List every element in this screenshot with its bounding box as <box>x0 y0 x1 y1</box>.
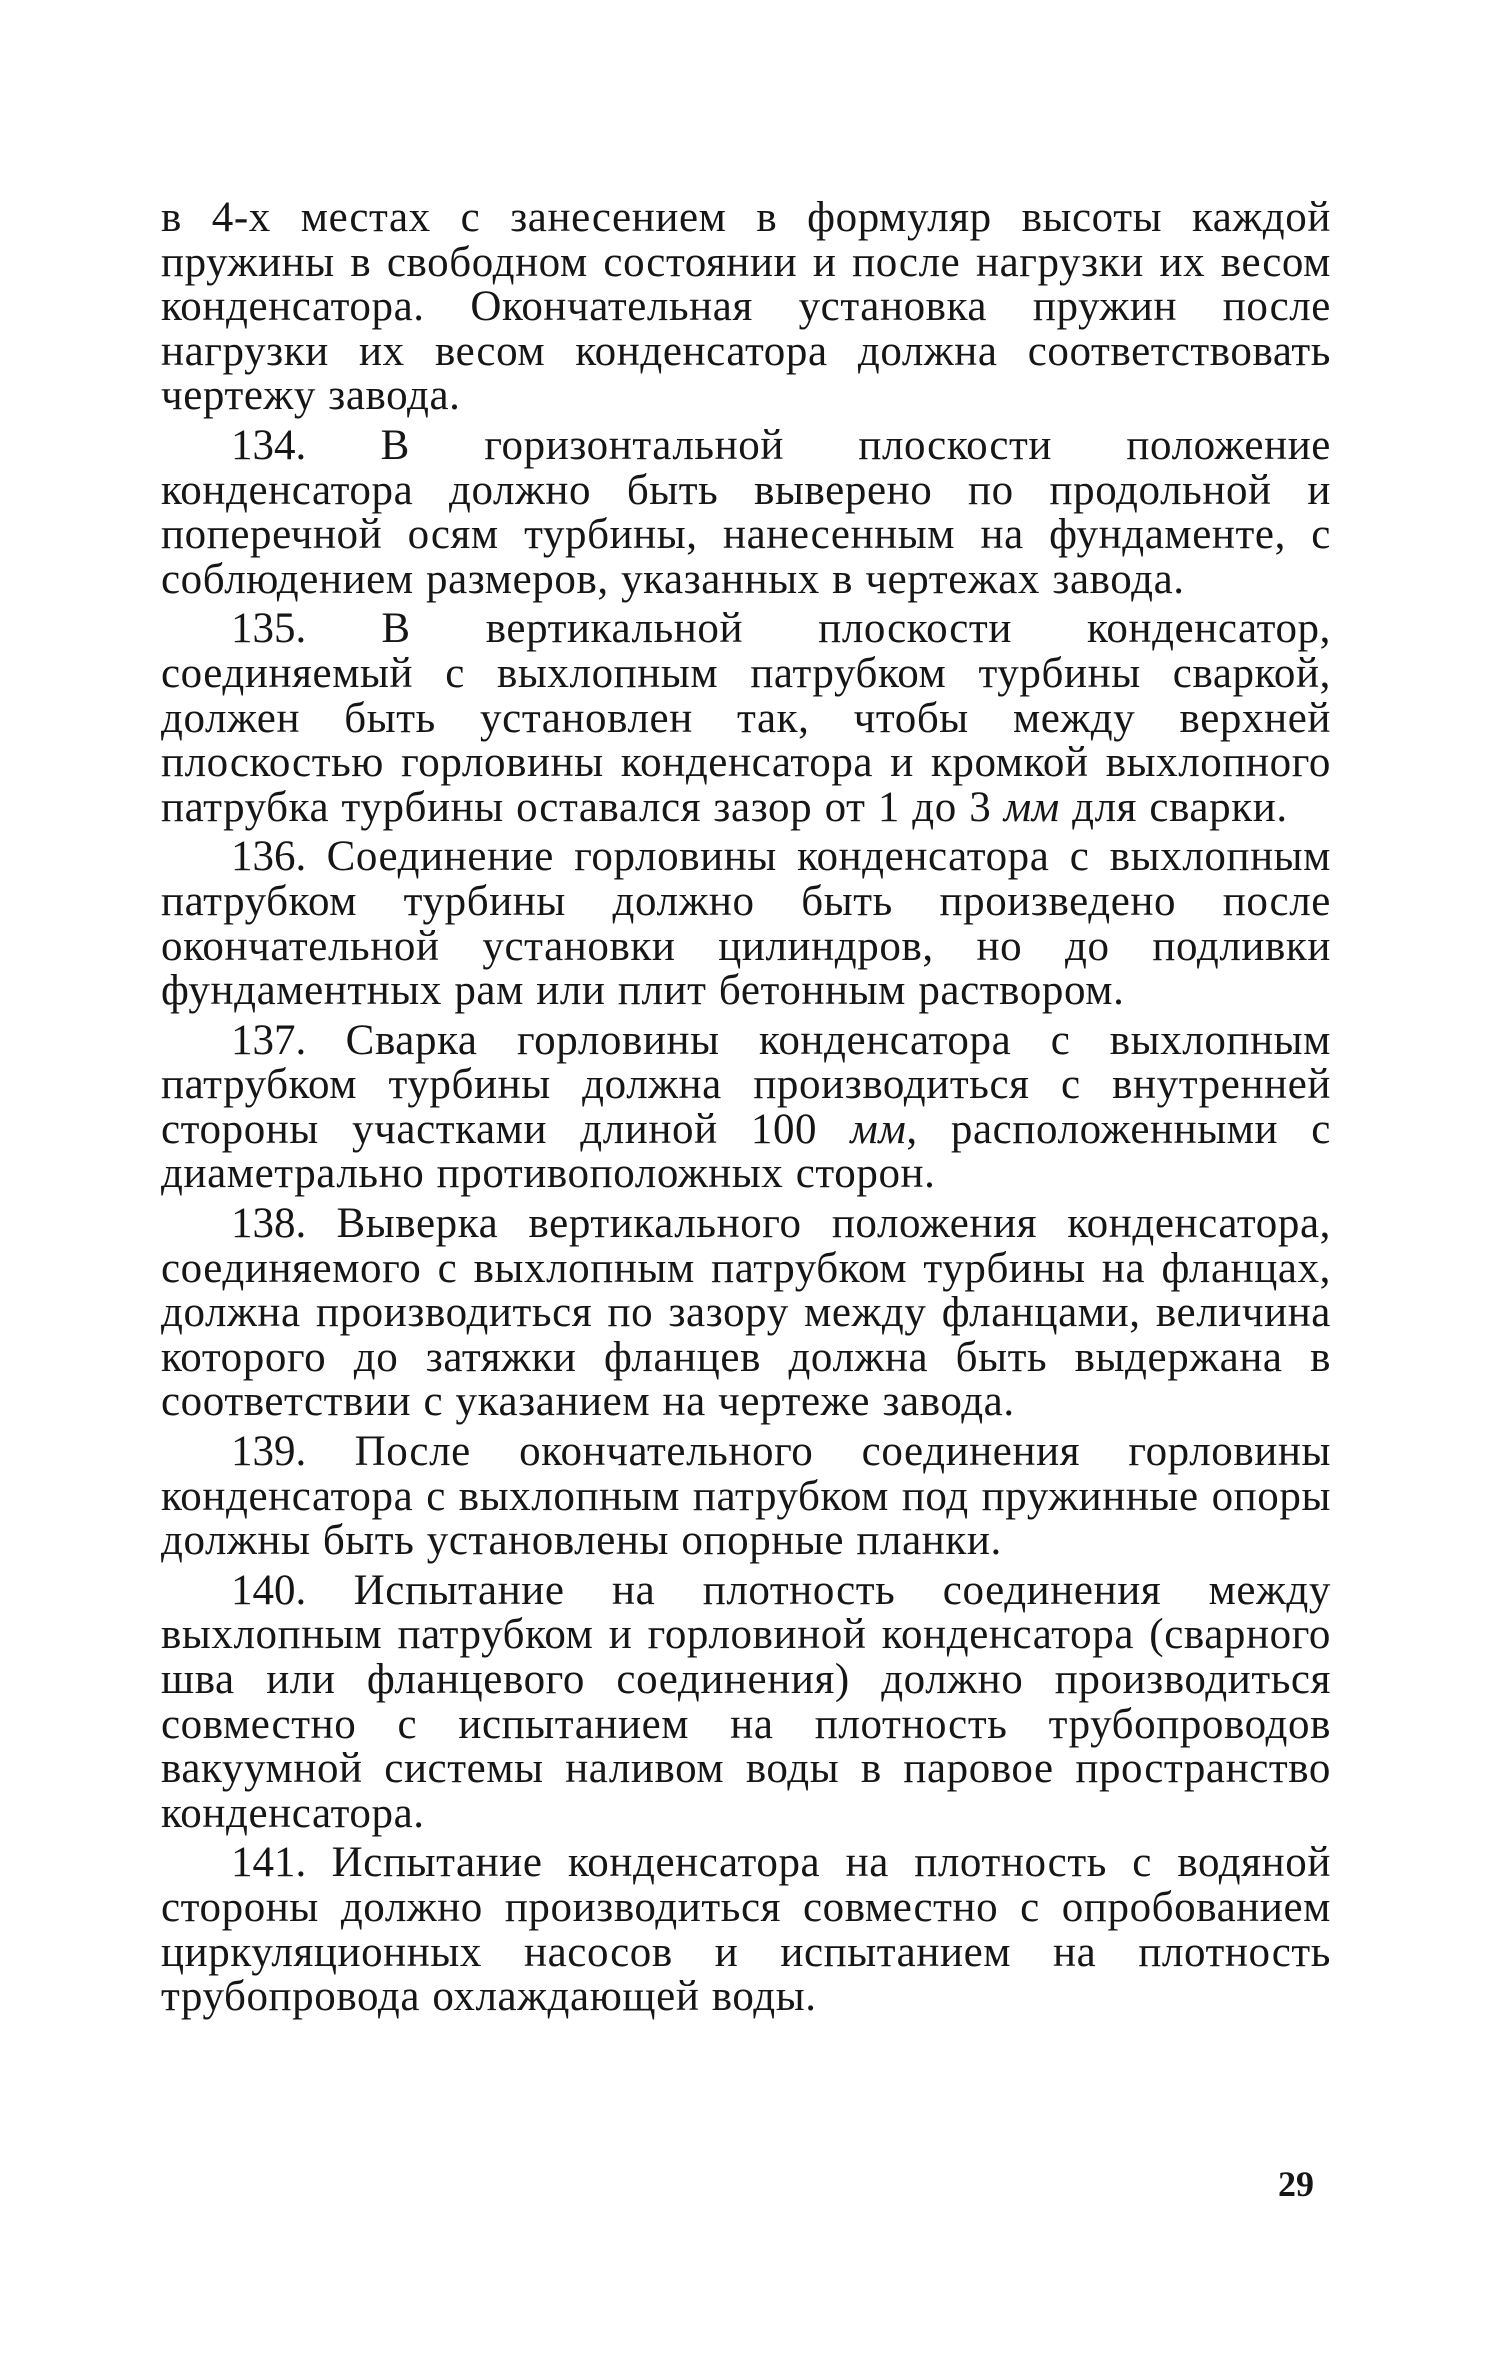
paragraph-text: В горизонтальной плоскости положение конденсатора должно быть выверено по продольной и поперечной осям турбины, нанесенным на фундаменте, с соблюдением размеров, указанных в чертежах завода. <box>161 421 1331 603</box>
paragraph-number: 138. <box>231 1200 307 1248</box>
paragraph-number: 140. <box>231 1566 307 1614</box>
paragraph-text-end: для сварки. <box>1072 783 1288 831</box>
paragraph-number: 139. <box>231 1428 307 1476</box>
paragraph-number: 135. <box>231 605 307 653</box>
paragraph-text: Выверка вертикального положения конденсатора, соединяемого с выхлопным патрубком турбины на фланцах, должна производиться по зазору между фланцами, величина которого до затяжки фланцев должна быть выдержана в соответствии с указанием на чертеже завода. <box>161 1200 1331 1426</box>
paragraph-134 <box>161 421 1331 603</box>
paragraph-139 <box>161 1430 1331 1564</box>
paragraph-number: 141. <box>231 1839 307 1887</box>
unit-mm: мм <box>1003 783 1060 831</box>
paragraph-text: В вертикальной плоскости конденсатор, соединяемый с выхлопным патрубком турбины сваркой, должен быть установлен так, чтобы между верхней плоскостью горловины конденсатора и кромкой выхлопного патрубка турбины оставался зазор от 1 до 3 <box>161 605 1332 831</box>
paragraph-text: Сварка горловины конденсатора с выхлопным патрубком турбины должна производиться с внутренней стороны участками длиной 100 <box>161 1016 1331 1153</box>
paragraph-number: 136. <box>231 833 307 881</box>
paragraph-135 <box>161 607 1331 830</box>
paragraph-141 <box>161 1841 1331 2019</box>
paragraph-number: 137. <box>231 1016 307 1064</box>
paragraph-text: Испытание на плотность соединения между выхлопным патрубком и горловиной конденсатора (сварного шва или фланцевого соединения) должно производиться совместно с испытанием на плотность трубопроводов вакуумной системы наливом воды в паровое пространство конденсатора. <box>161 1566 1331 1837</box>
document-page <box>161 196 1331 2023</box>
paragraph-continuation <box>161 196 1331 419</box>
paragraph-136 <box>161 835 1331 1013</box>
paragraph-text-end: , расположенными с диаметрально противоположных сторон. <box>161 1105 1331 1198</box>
page-number: 29 <box>1278 2164 1314 2204</box>
paragraph-text: После окончательного соединения горловины конденсатора с выхлопным патрубком под пружинные опоры должны быть установлены опорные планки. <box>161 1428 1331 1565</box>
paragraph-140 <box>161 1566 1331 1837</box>
paragraph-text: Испытание конденсатора на плотность с водяной стороны должно производиться совместно с опробованием циркуляционных насосов и испытанием на плотность трубопровода охлаждающей воды. <box>161 1839 1331 2021</box>
paragraph-number: 134. <box>231 421 307 469</box>
paragraph-138 <box>161 1202 1331 1425</box>
unit-mm: мм <box>850 1105 907 1153</box>
paragraph-text: в 4-х местах с занесением в формуляр высоты каждой пружины в свободном состоянии и после нагрузки их весом конденсатора. Окончательная установка пружин после нагрузки их весом конденсатора должна соответствовать чертежу завода. <box>161 194 1331 420</box>
paragraph-137 <box>161 1016 1331 1198</box>
paragraph-text: Соединение горловины конденсатора с выхлопным патрубком турбины должно быть произведено после окончательной установки цилиндров, но до подливки фундаментных рам или плит бетонным раствором. <box>161 833 1331 1015</box>
